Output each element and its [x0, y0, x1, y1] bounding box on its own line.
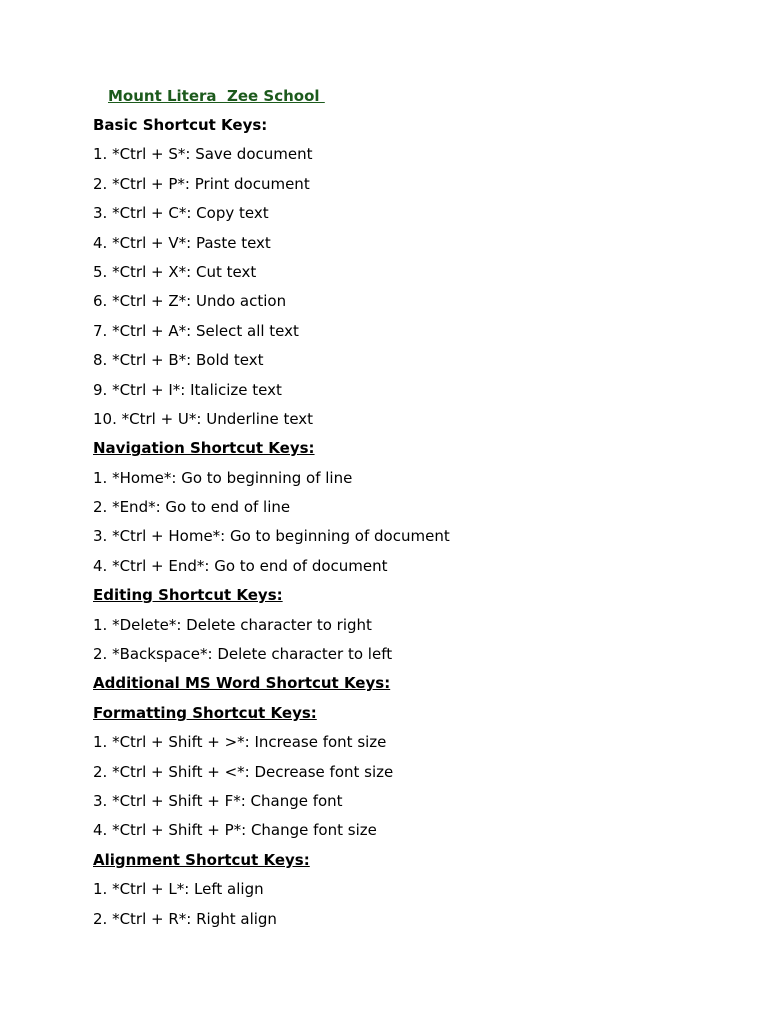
shortcut-list-item: 7. *Ctrl + A*: Select all text	[93, 321, 299, 340]
shortcut-list-item: 3. *Ctrl + Shift + F*: Change font	[93, 791, 343, 810]
shortcut-list-item: 1. *Ctrl + S*: Save document	[93, 145, 313, 164]
shortcut-list-item: 2. *Ctrl + Shift + <*: Decrease font size	[93, 762, 394, 781]
shortcut-list-item: 1. *Home*: Go to beginning of line	[93, 468, 353, 487]
shortcut-list-item: 4. *Ctrl + Shift + P*: Change font size	[93, 821, 377, 840]
section-heading: Basic Shortcut Keys:	[93, 116, 268, 134]
shortcut-list-item: 2. *End*: Go to end of line	[93, 498, 291, 517]
shortcut-list-item: 1. *Delete*: Delete character to right	[93, 615, 372, 634]
section-heading: Navigation Shortcut Keys:	[93, 439, 315, 458]
shortcut-list-item: 8. *Ctrl + B*: Bold text	[93, 351, 264, 370]
shortcut-list-item: 6. *Ctrl + Z*: Undo action	[93, 292, 287, 311]
section-heading: Additional MS Word Shortcut Keys:	[93, 674, 391, 693]
section-heading: Formatting Shortcut Keys:	[93, 703, 317, 722]
shortcut-list-item: 4. *Ctrl + End*: Go to end of document	[93, 556, 388, 575]
shortcut-list-item: 10. *Ctrl + U*: Underline text	[93, 409, 314, 428]
shortcut-list-item: 2. *Ctrl + P*: Print document	[93, 174, 310, 193]
document-page	[93, 85, 733, 934]
shortcut-list-item: 3. *Ctrl + C*: Copy text	[93, 204, 269, 223]
shortcut-list-item: 1. *Ctrl + L*: Left align	[93, 880, 264, 899]
shortcut-list-item: 9. *Ctrl + I*: Italicize text	[93, 380, 282, 399]
section-heading: Editing Shortcut Keys:	[93, 586, 283, 605]
shortcut-list-item: 1. *Ctrl + Shift + >*: Increase font size	[93, 733, 387, 752]
shortcut-list-item: 5. *Ctrl + X*: Cut text	[93, 262, 257, 281]
shortcut-list-item: 2. *Backspace*: Delete character to left	[93, 645, 393, 664]
shortcut-sections	[93, 111, 733, 934]
school-title: Mount Litera Zee School	[108, 87, 325, 105]
shortcut-list-item: 3. *Ctrl + Home*: Go to beginning of document	[93, 527, 450, 546]
section-heading: Alignment Shortcut Keys:	[93, 850, 310, 869]
shortcut-list-item: 2. *Ctrl + R*: Right align	[93, 909, 277, 928]
shortcut-list-item: 4. *Ctrl + V*: Paste text	[93, 233, 271, 252]
